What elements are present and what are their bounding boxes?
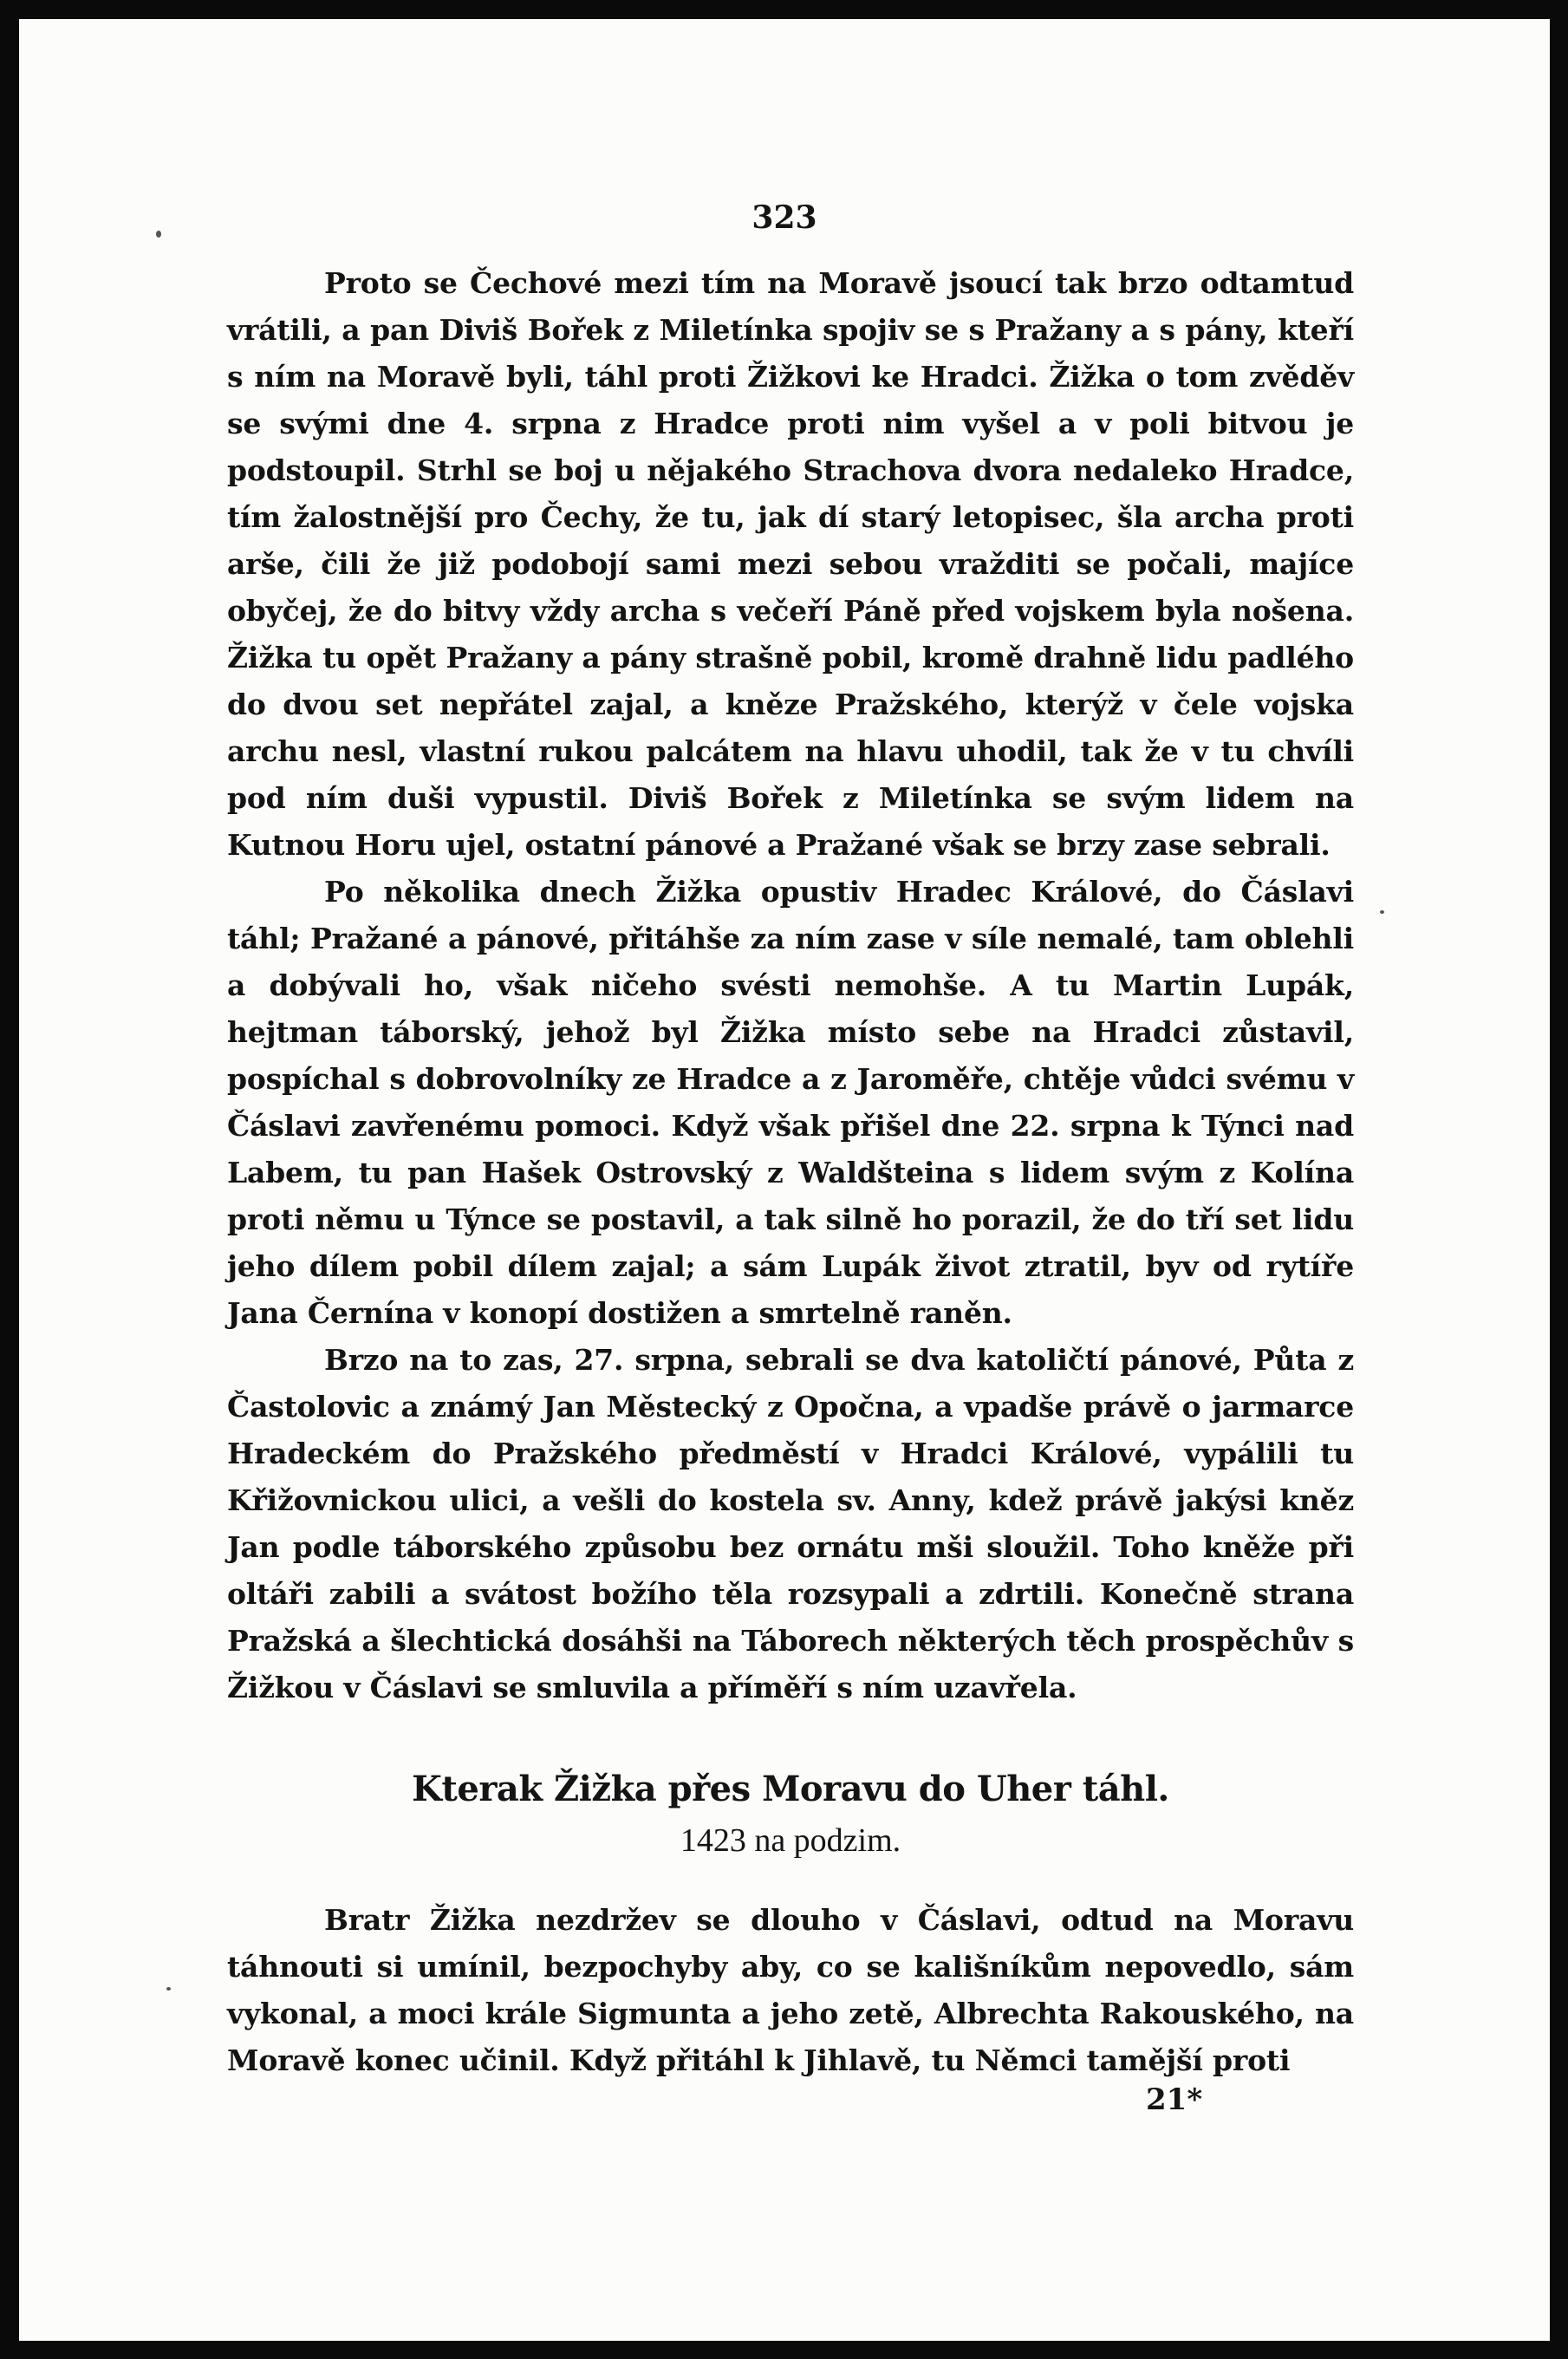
margin-speck (166, 1987, 171, 1991)
paragraph-2: Po několika dnech Žižka opustiv Hradec Králové, do Čáslavi táhl; Pražané a pánové, přitáhše za ním zase v síle nemalé, tam oblehli a dobývali ho, však ničeho svésti nemohše. A tu Martin Lupák, hejtman táborský, jehož byl Žižka místo sebe na Hradci zůstavil, pospíchal s dobrovolníky ze Hradce a z Jaroměře, chtěje vůdci svému v Čáslavi zavřenému pomoci. Když však přišel dne 22. srpna k Týnci nad Labem, tu pan Hašek Ostrovský z Waldšteina s lidem svým z Kolína proti němu u Týnce se postavil, a tak silně ho porazil, že do tří set lidu jeho dílem pobil dílem zajal; a sám Lupák život ztratil, byv od rytíře Jana Černína v konopí dostižen a smrtelně raněn. (227, 875, 1354, 1330)
margin-speck (1380, 910, 1384, 914)
signature-mark: 21* (1146, 2082, 1203, 2117)
paragraph-1: Proto se Čechové mezi tím na Moravě jsoucí tak brzo odtamtud vrátili, a pan Diviš Bořek z Miletínka spojiv se s Pražany a s pány, kteří s ním na Moravě byli, táhl proti Žižkovi ke Hradci. Žižka o tom zvěděv se svými dne 4. srpna z Hradce proti nim vyšel a v poli bitvou je podstoupil. Strhl se boj u nějakého Strachova dvora nedaleko Hradce, tím žalostnější pro Čechy, že tu, jak dí starý letopisec, šla archa proti arše, čili že již podobojí sami mezi sebou vražditi se počali, majíce obyčej, že do bitvy vždy archa s večeří Páně před vojskem byla nošena. Žižka tu opět Pražany a pány strašně pobil, kromě drahně lidu padlého do dvou set nepřátel zajal, a kněze Pražského, kterýž v čele vojska archu nesl, vlastní rukou palcátem na hlavu uhodil, tak že v tu chvíli pod ním duši vypustil. Diviš Bořek z Miletínka se svým lidem na Kutnou Horu ujel, ostatní pánové a Pražané však se brzy zase sebrali. (227, 266, 1354, 862)
section-paragraph: Bratr Žižka nezdržev se dlouho v Čáslavi, odtud na Moravu táhnouti si umínil, bezpochyby aby, co se kališníkům nepovedlo, sám vykonal, a moci krále Sigmunta a jeho zetě, Albrechta Rakouského, na Moravě konec učinil. Když přitáhl k Jihlavě, tu Němci tamější proti (227, 1903, 1354, 2077)
paragraph-3: Brzo na to zas, 27. srpna, sebrali se dva katoličtí pánové, Půta z Častolovic a známý Jan Městecký z Opočna, a vpadše právě o jarmarce Hradeckém do Pražského předměstí v Hradci Králové, vypálili tu Křižovnickou ulici, a vešli do kostela sv. Anny, kdež právě jakýsi kněz Jan podle táborského způsobu bez ornátu mši sloužil. Toho kněže při oltáři zabili a svátost božího těla rozsypali a zdrtili. Konečně strana Pražská a šlechtická dosáhši na Táborech některých těch prospěchův s Žižkou v Čáslavi se smluvila a příměří s ním uzavřela. (227, 1343, 1354, 1704)
margin-speck (156, 231, 161, 238)
book-page (19, 19, 1550, 2341)
section-date: 1423 na podzim. (680, 1822, 901, 1859)
page-number: 323 (751, 199, 817, 236)
body-text (227, 260, 1354, 2084)
section-heading: Kterak Žižka přes Moravu do Uher táhl. (412, 1769, 1169, 1809)
